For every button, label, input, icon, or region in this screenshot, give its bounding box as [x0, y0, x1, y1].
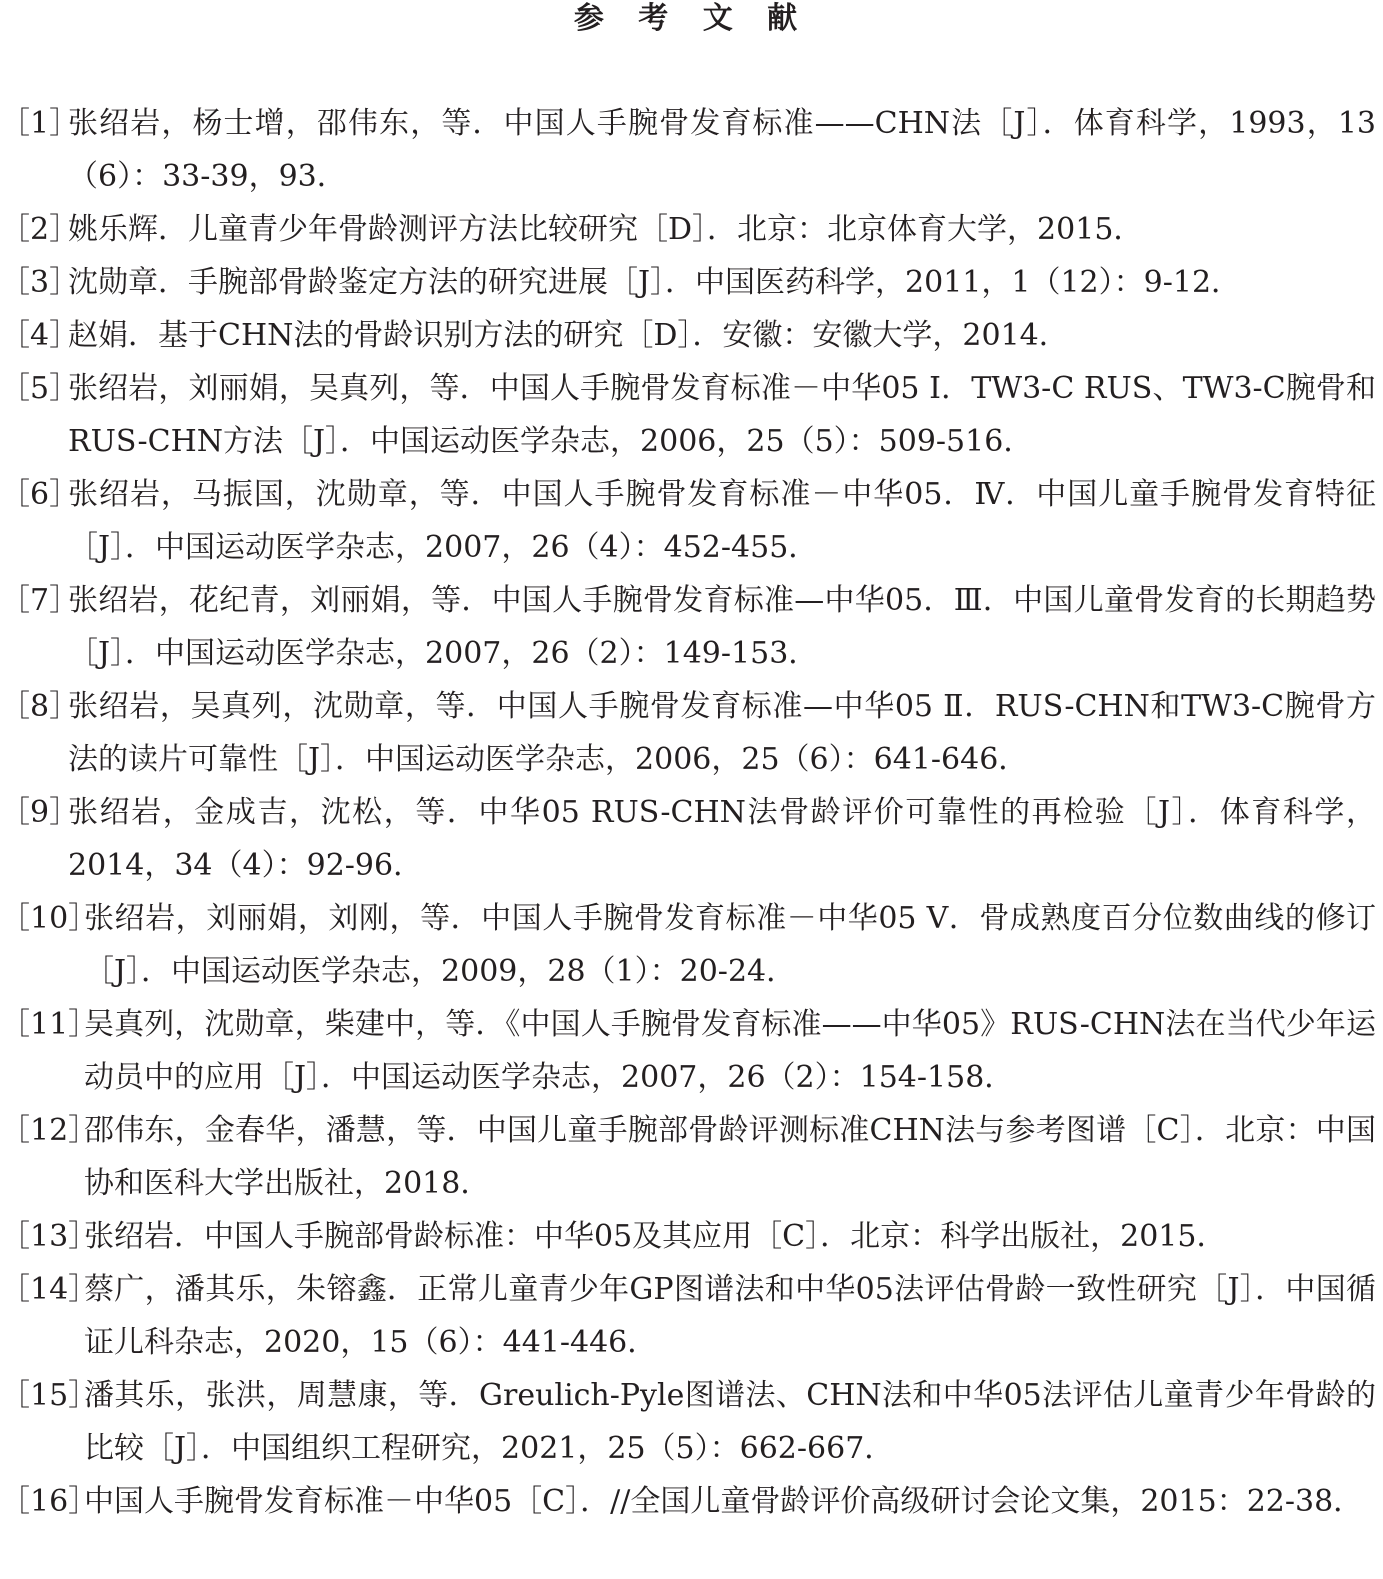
reference-text: 张绍岩，刘丽娟，吴真列，等．中国人手腕骨发育标准－中华05 Ⅰ．TW3-C RUS、TW3-C腕骨和RUS-CHN方法［J］．中国运动医学杂志，2006，25（5）：509-516． [68, 371, 1376, 459]
reference-number: ［11］ [0, 1007, 99, 1042]
reference-text: 吴真列，沈勋章，柴建中，等．《中国人手腕骨发育标准——中华05》RUS-CHN法在当代少年运动员中的应用［J］．中国运动医学杂志，2007，26（2）：154-158． [84, 1007, 1376, 1095]
reference-number: ［9］ [0, 795, 80, 830]
reference-item [0, 1263, 1376, 1369]
reference-text: 张绍岩．中国人手腕部骨龄标准：中华05及其应用［C］．北京：科学出版社，2015． [84, 1219, 1227, 1254]
reference-item [0, 786, 1376, 892]
reference-item [0, 892, 1376, 998]
reference-text: 中国人手腕骨发育标准－中华05［C］．//全国儿童骨龄评价高级研讨会论文集，2015：22-38． [84, 1484, 1364, 1519]
reference-text: 赵娟．基于CHN法的骨龄识别方法的研究［D］．安徽：安徽大学，2014． [68, 318, 1069, 353]
reference-number: ［3］ [0, 265, 80, 300]
reference-list [0, 97, 1376, 1528]
reference-number: ［12］ [0, 1113, 99, 1148]
reference-number: ［15］ [0, 1378, 99, 1413]
reference-number: ［1］ [0, 106, 80, 141]
reference-item [0, 1210, 1376, 1263]
reference-item [0, 362, 1376, 468]
reference-text: 姚乐辉．儿童青少年骨龄测评方法比较研究［D］．北京：北京体育大学，2015． [68, 212, 1144, 247]
reference-number: ［6］ [0, 477, 80, 512]
page-title: 参 考 文 献 [573, 1, 810, 36]
reference-text: 张绍岩，马振国，沈勋章，等．中国人手腕骨发育标准－中华05．Ⅳ．中国儿童手腕骨发育特征［J］．中国运动医学杂志，2007，26（4）：452-455． [68, 477, 1376, 565]
reference-text: 张绍岩，金成吉，沈松，等．中华05 RUS-CHN法骨龄评价可靠性的再检验［J］．体育科学，2014，34（4）：92-96． [68, 795, 1376, 883]
reference-number: ［2］ [0, 212, 80, 247]
reference-text: 沈勋章．手腕部骨龄鉴定方法的研究进展［J］．中国医药科学，2011，1（12）：9-12． [68, 265, 1242, 300]
reference-text: 邵伟东，金春华，潘慧，等．中国儿童手腕部骨龄评测标准CHN法与参考图谱［C］．北京：中国协和医科大学出版社，2018． [84, 1113, 1376, 1201]
reference-item [0, 256, 1376, 309]
reference-text: 张绍岩，花纪青，刘丽娟，等．中国人手腕骨发育标准—中华05．Ⅲ．中国儿童骨发育的长期趋势［J］．中国运动医学杂志，2007，26（2）：149-153． [68, 583, 1376, 671]
reference-number: ［5］ [0, 371, 80, 406]
reference-number: ［8］ [0, 689, 80, 724]
reference-text: 潘其乐，张洪，周慧康，等．Greulich-Pyle图谱法、CHN法和中华05法评估儿童青少年骨龄的比较［J］．中国组织工程研究，2021，25（5）：662-667． [84, 1378, 1376, 1466]
reference-number: ［14］ [0, 1272, 99, 1307]
reference-item [0, 998, 1376, 1104]
reference-text: 蔡广，潘其乐，朱镕鑫．正常儿童青少年GP图谱法和中华05法评估骨龄一致性研究［J］．中国循证儿科杂志，2020，15（6）：441-446． [84, 1272, 1376, 1360]
reference-item [0, 1104, 1376, 1210]
reference-number: ［13］ [0, 1219, 99, 1254]
reference-number: ［4］ [0, 318, 80, 353]
reference-text: 张绍岩，杨士增，邵伟东，等．中国人手腕骨发育标准——CHN法［J］．体育科学，1993，13（6）：33-39，93． [68, 106, 1376, 194]
reference-item [0, 1369, 1376, 1475]
reference-item [0, 309, 1376, 362]
reference-item [0, 680, 1376, 786]
reference-number: ［7］ [0, 583, 80, 618]
reference-text: 张绍岩，刘丽娟，刘刚，等．中国人手腕骨发育标准－中华05 Ⅴ．骨成熟度百分位数曲线的修订［J］．中国运动医学杂志，2009，28（1）：20-24． [84, 901, 1376, 989]
reference-text: 张绍岩，吴真列，沈勋章，等．中国人手腕骨发育标准—中华05 Ⅱ．RUS-CHN和TW3-C腕骨方法的读片可靠性［J］．中国运动医学杂志，2006，25（6）：641-646． [68, 689, 1376, 777]
reference-number: ［10］ [0, 901, 99, 936]
reference-item [0, 574, 1376, 680]
reference-item [0, 1475, 1376, 1528]
reference-item [0, 203, 1376, 256]
reference-number: ［16］ [0, 1484, 99, 1519]
reference-item [0, 97, 1376, 203]
reference-item [0, 468, 1376, 574]
